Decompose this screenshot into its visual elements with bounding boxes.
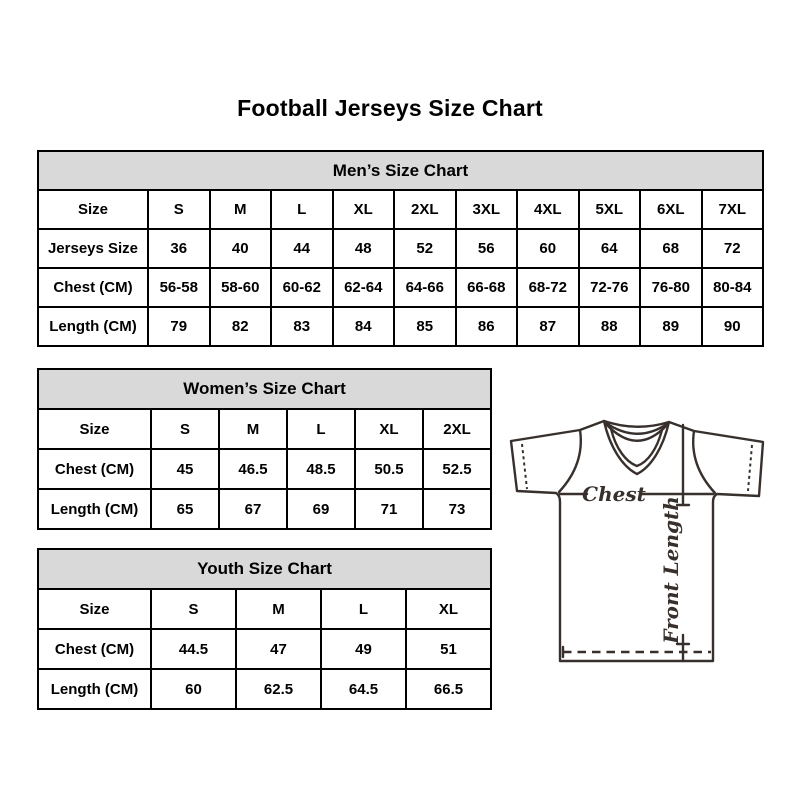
value-cell: 50.5 xyxy=(355,449,423,489)
value-cell: 52.5 xyxy=(423,449,491,489)
size-column-header: 6XL xyxy=(640,190,702,229)
size-column-header: S xyxy=(151,409,219,449)
size-column-header: XL xyxy=(355,409,423,449)
table-title-row xyxy=(38,151,763,190)
value-cell: 48.5 xyxy=(287,449,355,489)
size-header-label: Size xyxy=(38,589,151,629)
table-row xyxy=(38,268,763,307)
value-cell: 64-66 xyxy=(394,268,456,307)
row-label: Chest (CM) xyxy=(38,629,151,669)
jersey-outline xyxy=(511,421,763,661)
value-cell: 44.5 xyxy=(151,629,236,669)
value-cell: 88 xyxy=(579,307,641,346)
size-column-header: 2XL xyxy=(423,409,491,449)
value-cell: 62.5 xyxy=(236,669,321,709)
size-column-header: XL xyxy=(406,589,491,629)
size-column-header: M xyxy=(236,589,321,629)
jersey-measurement-diagram xyxy=(507,416,767,666)
size-column-header: 5XL xyxy=(579,190,641,229)
size-column-header: XL xyxy=(333,190,395,229)
value-cell: 64.5 xyxy=(321,669,406,709)
value-cell: 52 xyxy=(394,229,456,268)
right-cuff-dashed-line xyxy=(748,445,752,491)
value-cell: 86 xyxy=(456,307,518,346)
youth-size-table xyxy=(37,548,492,708)
value-cell: 51 xyxy=(406,629,491,669)
value-cell: 68-72 xyxy=(517,268,579,307)
value-cell: 49 xyxy=(321,629,406,669)
value-cell: 82 xyxy=(210,307,272,346)
value-cell: 65 xyxy=(151,489,219,529)
size-table xyxy=(37,368,492,530)
size-column-header: M xyxy=(219,409,287,449)
table-header-row xyxy=(38,190,763,229)
table-title: Men’s Size Chart xyxy=(38,151,763,190)
value-cell: 79 xyxy=(148,307,210,346)
value-cell: 47 xyxy=(236,629,321,669)
size-column-header: L xyxy=(287,409,355,449)
table-row xyxy=(38,629,491,669)
value-cell: 71 xyxy=(355,489,423,529)
size-table xyxy=(37,548,492,710)
value-cell: 44 xyxy=(271,229,333,268)
size-column-header: L xyxy=(271,190,333,229)
table-row xyxy=(38,449,491,489)
value-cell: 60-62 xyxy=(271,268,333,307)
value-cell: 56-58 xyxy=(148,268,210,307)
size-column-header: 4XL xyxy=(517,190,579,229)
value-cell: 68 xyxy=(640,229,702,268)
value-cell: 80-84 xyxy=(702,268,764,307)
row-label: Length (CM) xyxy=(38,669,151,709)
row-label: Length (CM) xyxy=(38,307,148,346)
left-sleeve-seam xyxy=(559,430,581,492)
value-cell: 89 xyxy=(640,307,702,346)
row-label: Jerseys Size xyxy=(38,229,148,268)
table-title-row xyxy=(38,549,491,589)
value-cell: 58-60 xyxy=(210,268,272,307)
value-cell: 72-76 xyxy=(579,268,641,307)
table-row xyxy=(38,229,763,268)
value-cell: 66-68 xyxy=(456,268,518,307)
table-header-row xyxy=(38,589,491,629)
value-cell: 62-64 xyxy=(333,268,395,307)
size-column-header: 3XL xyxy=(456,190,518,229)
value-cell: 45 xyxy=(151,449,219,489)
row-label: Chest (CM) xyxy=(38,449,151,489)
jersey-diagram-icon xyxy=(507,416,767,666)
chest-label: Chest xyxy=(582,482,646,506)
size-table xyxy=(37,150,764,347)
value-cell: 84 xyxy=(333,307,395,346)
value-cell: 56 xyxy=(456,229,518,268)
table-title-row xyxy=(38,369,491,409)
value-cell: 67 xyxy=(219,489,287,529)
value-cell: 72 xyxy=(702,229,764,268)
value-cell: 69 xyxy=(287,489,355,529)
size-column-header: S xyxy=(151,589,236,629)
value-cell: 48 xyxy=(333,229,395,268)
table-title: Women’s Size Chart xyxy=(38,369,491,409)
value-cell: 66.5 xyxy=(406,669,491,709)
value-cell: 76-80 xyxy=(640,268,702,307)
mens-size-table xyxy=(37,150,764,346)
size-header-label: Size xyxy=(38,409,151,449)
value-cell: 64 xyxy=(579,229,641,268)
row-label: Chest (CM) xyxy=(38,268,148,307)
value-cell: 36 xyxy=(148,229,210,268)
value-cell: 46.5 xyxy=(219,449,287,489)
size-column-header: L xyxy=(321,589,406,629)
size-column-header: 2XL xyxy=(394,190,456,229)
womens-size-table xyxy=(37,368,492,528)
table-row xyxy=(38,669,491,709)
value-cell: 40 xyxy=(210,229,272,268)
value-cell: 87 xyxy=(517,307,579,346)
table-title: Youth Size Chart xyxy=(38,549,491,589)
value-cell: 83 xyxy=(271,307,333,346)
size-column-header: 7XL xyxy=(702,190,764,229)
value-cell: 60 xyxy=(517,229,579,268)
value-cell: 90 xyxy=(702,307,764,346)
left-cuff-dashed-line xyxy=(522,444,527,489)
table-header-row xyxy=(38,409,491,449)
value-cell: 85 xyxy=(394,307,456,346)
table-row xyxy=(38,489,491,529)
row-label: Length (CM) xyxy=(38,489,151,529)
size-column-header: M xyxy=(210,190,272,229)
table-row xyxy=(38,307,763,346)
size-column-header: S xyxy=(148,190,210,229)
size-header-label: Size xyxy=(38,190,148,229)
page-title: Football Jerseys Size Chart xyxy=(237,95,543,121)
right-sleeve-seam xyxy=(693,431,715,493)
value-cell: 60 xyxy=(151,669,236,709)
value-cell: 73 xyxy=(423,489,491,529)
front-length-label: Front Length xyxy=(659,496,683,644)
